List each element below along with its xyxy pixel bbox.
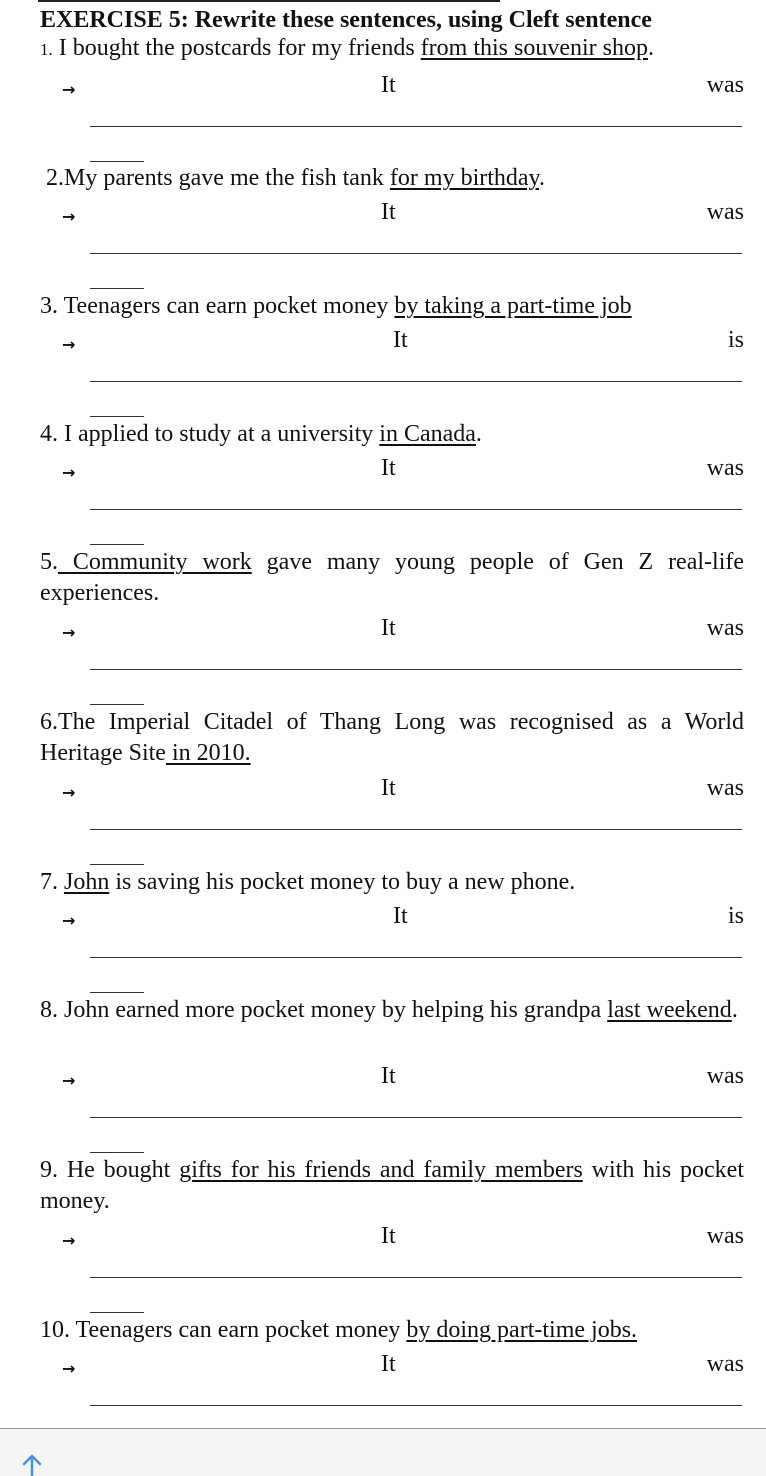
sentence-text: with his pocket money. <box>40 1157 745 1214</box>
it-prompt: It <box>393 327 408 353</box>
verb-prompt: is <box>727 327 744 353</box>
underlined-phrase: Community work <box>58 549 252 575</box>
underlined-phrase: by doing part-time jobs. <box>406 1317 638 1343</box>
exercise-number: 9. <box>40 1157 58 1183</box>
verb-prompt: was <box>706 1223 744 1249</box>
arrow-icon: → <box>62 783 76 802</box>
answer-line-continuation[interactable] <box>90 704 144 705</box>
sentence-text: . <box>539 165 545 191</box>
exercise-number: 6. <box>40 709 58 735</box>
verb-prompt: was <box>706 1351 744 1377</box>
underlined-phrase: from this souvenir shop <box>420 35 648 61</box>
underlined-phrase: John <box>64 869 110 895</box>
underlined-phrase: gifts for his friends and family members <box>179 1157 583 1183</box>
it-prompt: It <box>381 1063 396 1089</box>
it-prompt: It <box>381 199 396 225</box>
sentence-text: I applied to study at a university <box>58 421 380 447</box>
answer-line-continuation[interactable] <box>90 992 144 993</box>
sentence-text: John earned more pocket money by helping his grandpa <box>58 997 608 1023</box>
answer-line[interactable] <box>90 509 742 510</box>
exercise-number: 8. <box>40 997 58 1023</box>
exercise-number: 4. <box>40 421 58 447</box>
exercise-sentence <box>40 1155 744 1217</box>
verb-prompt: was <box>706 455 744 481</box>
exercise-number: 2. <box>46 165 64 191</box>
arrow-icon: → <box>62 1231 76 1250</box>
arrow-icon: → <box>62 207 76 226</box>
verb-prompt: was <box>706 615 744 641</box>
sentence-text: . <box>475 421 482 447</box>
exercise-sentence <box>40 867 744 898</box>
sentence-text: My parents gave me the fish tank <box>64 165 390 191</box>
answer-line[interactable] <box>90 957 742 958</box>
footer-bar <box>0 1429 766 1476</box>
top-rule <box>38 0 500 2</box>
arrow-icon: → <box>62 463 76 482</box>
sentence-text: He bought <box>58 1157 180 1183</box>
verb-prompt: is <box>727 903 744 929</box>
exercise-sentence <box>40 419 744 450</box>
it-prompt: It <box>381 1223 396 1249</box>
arrow-icon: → <box>62 1359 76 1378</box>
answer-line[interactable] <box>90 669 742 670</box>
arrow-icon: → <box>62 623 76 642</box>
exercise-number: 1. <box>40 40 53 59</box>
exercise-sentence <box>46 163 744 194</box>
underlined-phrase: for my birthday <box>389 165 539 191</box>
it-prompt: It <box>381 455 396 481</box>
sentence-text: I bought the postcards for my friends <box>58 35 421 61</box>
sentence-text: The Imperial Citadel of Thang Long was recognised as a World Heritage Site <box>40 709 744 766</box>
answer-line-continuation[interactable] <box>90 1152 144 1153</box>
exercise-sentence <box>40 547 744 609</box>
underlined-phrase: in Canada <box>379 421 476 447</box>
arrow-icon: → <box>62 335 76 354</box>
arrow-icon: → <box>62 1071 76 1090</box>
verb-prompt: was <box>706 1063 744 1089</box>
sentence-text: gave many young people of Gen Z real-life experiences. <box>40 549 745 606</box>
answer-line[interactable] <box>90 126 742 127</box>
exercise-sentence <box>40 707 744 769</box>
answer-line-continuation[interactable] <box>90 544 144 545</box>
exercise-number: 10. <box>40 1317 70 1343</box>
answer-line-continuation[interactable] <box>90 1312 144 1313</box>
share-icon[interactable] <box>18 1454 46 1476</box>
it-prompt: It <box>381 775 396 801</box>
answer-line-continuation[interactable] <box>90 864 144 865</box>
answer-line[interactable] <box>90 1117 742 1118</box>
verb-prompt: was <box>706 199 744 225</box>
arrow-icon: → <box>62 80 76 99</box>
answer-line[interactable] <box>90 1405 742 1406</box>
answer-line-continuation[interactable] <box>90 161 144 162</box>
exercise-sentence <box>40 995 744 1026</box>
exercise-number: 7. <box>40 869 58 895</box>
exercise-number: 3. <box>40 293 58 319</box>
underlined-phrase: in 2010. <box>165 740 251 766</box>
exercise-number: 5. <box>40 549 58 575</box>
answer-line[interactable] <box>90 381 742 382</box>
answer-line-continuation[interactable] <box>90 288 144 289</box>
exercise-title: EXERCISE 5: Rewrite these sentences, using Cleft sentence <box>40 7 652 33</box>
it-prompt: It <box>393 903 408 929</box>
answer-line[interactable] <box>90 253 742 254</box>
answer-line[interactable] <box>90 1277 742 1278</box>
answer-line[interactable] <box>90 829 742 830</box>
it-prompt: It <box>381 72 396 98</box>
exercise-sentence <box>40 33 744 65</box>
sentence-text: . <box>648 35 654 61</box>
arrow-icon: → <box>62 911 76 930</box>
it-prompt: It <box>381 1351 396 1377</box>
verb-prompt: was <box>706 775 744 801</box>
exercise-sentence <box>40 291 744 322</box>
underlined-phrase: last weekend <box>607 997 732 1023</box>
sentence-text: is saving his pocket money to buy a new phone. <box>109 869 576 895</box>
exercise-sentence <box>40 1315 744 1346</box>
sentence-text: Teenagers can earn pocket money <box>70 1317 407 1343</box>
it-prompt: It <box>381 615 396 641</box>
underlined-phrase: by taking a part-time job <box>394 293 632 319</box>
answer-line-continuation[interactable] <box>90 416 144 417</box>
sentence-text: . <box>731 997 738 1023</box>
verb-prompt: was <box>706 72 744 98</box>
sentence-text: Teenagers can earn pocket money <box>58 293 395 319</box>
